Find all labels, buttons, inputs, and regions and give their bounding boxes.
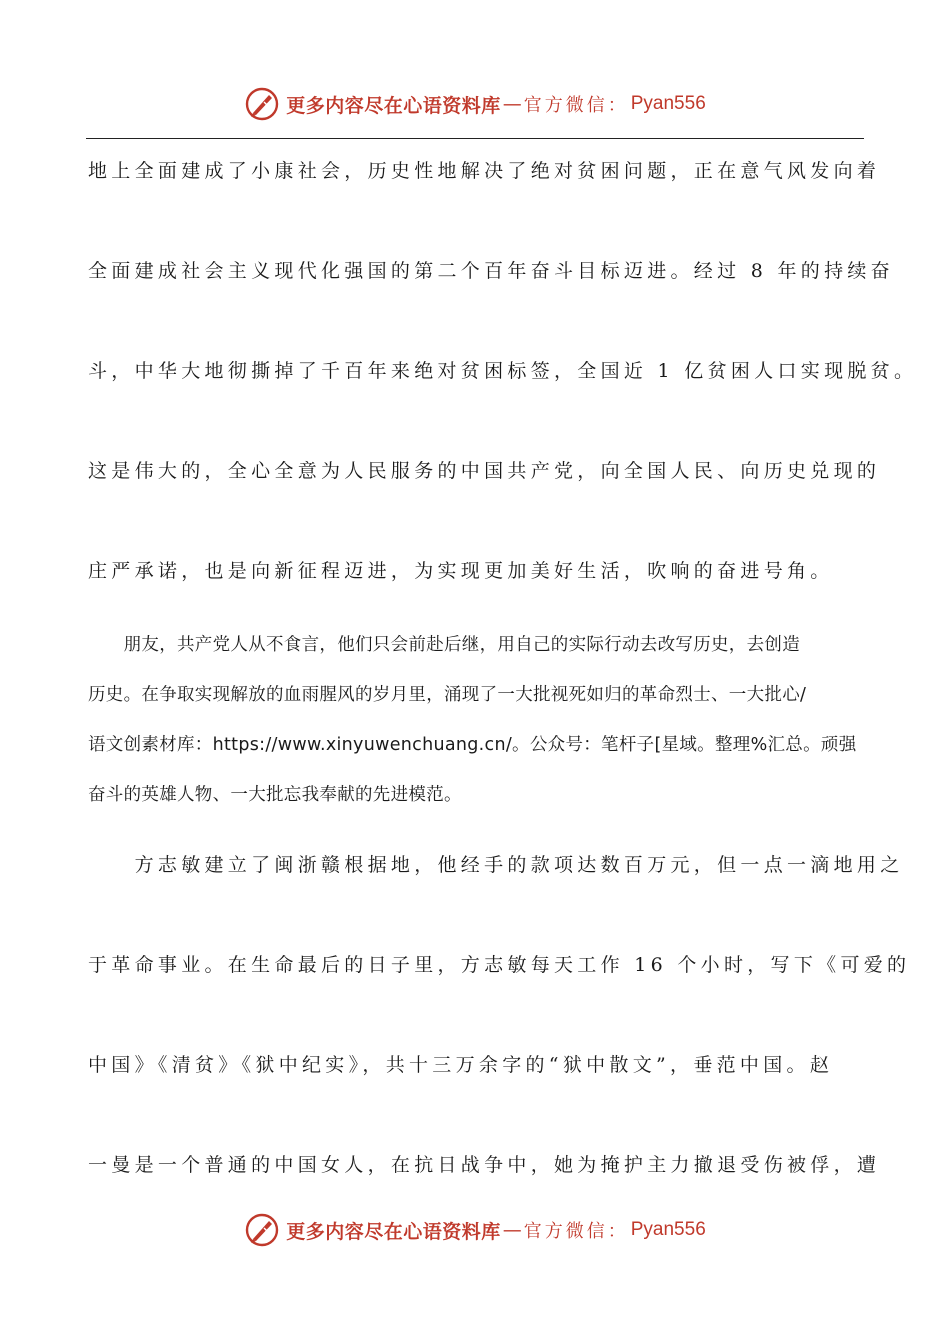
header-official-label: 官方微信： — [523, 95, 629, 116]
body-line-1: 地上全面建成了小康社会，历史性地解决了绝对贫困问题，正在意气风发向着 — [88, 160, 881, 182]
body-line-9: 奋斗的英雄人物、一大批忘我奉献的先进模范。 — [88, 785, 462, 805]
body-line-13: 一曼是一个普通的中国女人，在抗日战争中，她为掩护主力撤退受伤被俘，遭 — [88, 1154, 881, 1176]
header-brand-text: 更多内容尽在心语资料库 — [286, 94, 501, 117]
header-wechat-id: Pyan556 — [630, 93, 706, 114]
quill-logo-icon — [244, 86, 280, 122]
footer-banner — [0, 1210, 950, 1250]
body-line-10: 方志敏建立了闽浙赣根据地，他经手的款项达数百万元，但一点一滴地用之 — [88, 854, 904, 876]
body-line-11: 于革命事业。在生命最后的日子里，方志敏每天工作 16 个小时，写下《可爱的 — [88, 954, 911, 976]
body-line-3: 斗，中华大地彻撕掉了千百年来绝对贫困标签，全国近 1 亿贫困人口实现脱贫。 — [88, 360, 918, 382]
header-banner — [0, 84, 950, 124]
body-line-5: 庄严承诺，也是向新征程迈进，为实现更加美好生活，吹响的奋进号角。 — [88, 560, 834, 582]
footer-brand-text: 更多内容尽在心语资料库 — [286, 1220, 501, 1243]
body-line-4: 这是伟大的，全心全意为人民服务的中国共产党，向全国人民、向历史兑现的 — [88, 460, 881, 482]
body-line-7: 历史。在争取实现解放的血雨腥风的岁月里，涌现了一大批视死如归的革命烈士、一大批心/ — [88, 685, 807, 705]
body-line-8: 语文创素材库：https://www.xinyuwenchuang.cn/。公众号：笔杆子[星域。整理%汇总。顽强 — [88, 735, 857, 755]
footer-wechat-id: Pyan556 — [630, 1219, 706, 1240]
body-line-2: 全面建成社会主义现代化强国的第二个百年奋斗目标迈进。经过 8 年的持续奋 — [88, 260, 894, 282]
quill-logo-icon — [244, 1212, 280, 1248]
footer-dash: — — [502, 1219, 522, 1241]
header-divider — [86, 138, 864, 139]
header-dash: — — [502, 93, 522, 115]
body-line-12: 中国》《清贫》《狱中纪实》，共十三万余字的“狱中散文”，垂范中国。赵 — [88, 1054, 834, 1076]
footer-official-label: 官方微信： — [523, 1221, 629, 1242]
body-line-6: 朋友，共产党人从不食言，他们只会前赴后继，用自己的实际行动去改写历史，去创造 — [88, 635, 800, 655]
